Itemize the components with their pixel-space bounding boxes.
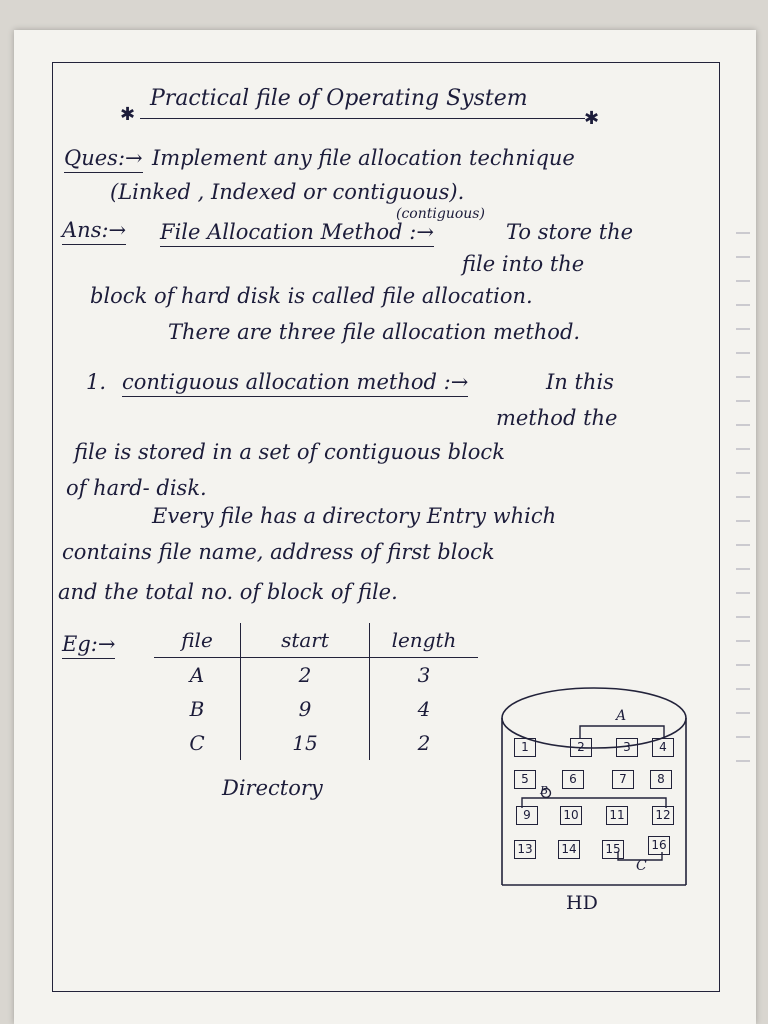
header-length: length — [370, 623, 479, 658]
disk-block: 8 — [650, 770, 672, 789]
section-1-line-5: Every file has a directory Entry which — [152, 504, 557, 528]
disk-block: 13 — [514, 840, 536, 859]
answer-line-3: block of hard disk is called file allocation. — [90, 284, 533, 308]
disk-block: 15 — [602, 840, 624, 859]
section-1-line-4: of hard- disk. — [66, 476, 207, 500]
disk-block: 4 — [652, 738, 674, 757]
disk-block: 10 — [560, 806, 582, 825]
disk-block: 5 — [514, 770, 536, 789]
disk-block: 9 — [516, 806, 538, 825]
answer-label: Ans:→ — [62, 218, 126, 245]
table-row — [154, 658, 478, 693]
question-label: Ques:→ — [64, 146, 143, 173]
disk-block: 12 — [652, 806, 674, 825]
cell-start: 2 — [241, 658, 370, 693]
disk-block: 6 — [562, 770, 584, 789]
disk-block: 16 — [648, 836, 670, 855]
section-1-line-3: file is stored in a set of contiguous block — [74, 440, 505, 464]
disk-block: 1 — [514, 738, 536, 757]
disk-label-c: C — [636, 858, 647, 874]
disk-block: 14 — [558, 840, 580, 859]
disk-block: 11 — [606, 806, 628, 825]
directory-caption: Directory — [222, 776, 323, 800]
disk-label-hd: HD — [566, 892, 598, 914]
header-file: file — [154, 623, 241, 658]
answer-heading: File Allocation Method :→ — [160, 220, 434, 247]
star-left-icon: ✱ — [120, 104, 136, 125]
question-line-1: Implement any file allocation technique — [152, 146, 575, 170]
disk-label-b: B — [540, 784, 549, 797]
section-1-number: 1. — [86, 370, 107, 394]
table-row — [154, 726, 478, 760]
answer-line-1-end: To store the — [506, 220, 634, 244]
cell-length: 4 — [417, 697, 431, 721]
cell-start: 9 — [241, 692, 370, 726]
example-label: Eg:→ — [62, 632, 115, 659]
hard-disk-diagram — [500, 680, 690, 890]
cell-file: B — [154, 692, 241, 726]
cell-file: A — [154, 658, 241, 693]
table-row — [154, 692, 478, 726]
disk-label-a: A — [616, 708, 627, 724]
page-title: Practical file of Operating System — [150, 86, 528, 111]
directory-table — [154, 623, 478, 760]
question-line-2: (Linked , Indexed or contiguous). — [110, 180, 465, 204]
answer-heading-note: (contiguous) — [396, 206, 485, 222]
disk-block: 2 — [570, 738, 592, 757]
section-1-heading: contiguous allocation method :→ — [122, 370, 468, 397]
answer-line-2: file into the — [462, 252, 585, 276]
cell-start: 15 — [241, 726, 370, 760]
section-1-line-1-end: In this — [546, 370, 614, 394]
title-underline — [140, 118, 585, 119]
header-start: start — [241, 623, 370, 658]
disk-block: 3 — [616, 738, 638, 757]
cell-length: 3 — [417, 663, 431, 687]
disk-block: 7 — [612, 770, 634, 789]
table-header-row — [154, 623, 478, 658]
star-right-icon: ✱ — [584, 108, 600, 129]
cell-length: 2 — [417, 731, 431, 755]
answer-line-4: There are three file allocation method. — [168, 320, 581, 344]
page-edge-marks — [736, 210, 750, 770]
cell-file: C — [154, 726, 241, 760]
section-1-line-2: method the — [496, 406, 618, 430]
section-1-line-6: contains file name, address of first block — [62, 540, 495, 564]
section-1-line-7: and the total no. of block of file. — [58, 580, 398, 604]
